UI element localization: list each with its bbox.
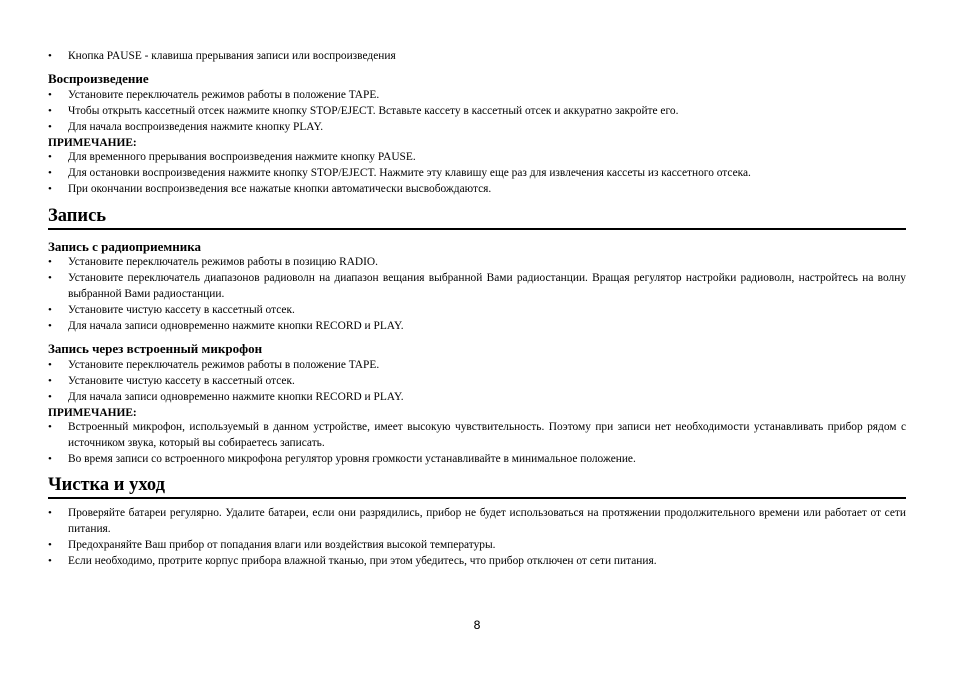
list-item [48,150,906,166]
list-item-text: Если необходимо, протрите корпус прибора влажной тканью, при этом убедитесь, что прибор отключен от сети питания. [68,554,657,567]
list-item [48,538,906,554]
list-item [48,506,906,537]
bullet-icon: • [48,538,52,551]
bullet-icon: • [48,88,52,101]
list-item [48,303,906,319]
mic-note-label: ПРИМЕЧАНИЕ: [48,406,137,419]
list-item-text: Для остановки воспроизведения нажмите кнопку STOP/EJECT. Нажмите эту клавишу еще раз для извлечения кассеты из кассетного отсека. [68,167,751,179]
page-number: 8 [473,618,481,632]
radio-recording-heading: Запись с радиоприемника [48,238,201,254]
list-item [48,271,906,302]
list-item-text: Предохраняйте Ваш прибор от попадания влаги или воздействия высокой температуры. [68,538,496,551]
bullet-icon: • [48,151,52,163]
playback-list [48,88,906,136]
list-item [48,554,906,570]
list-item [48,166,906,182]
list-item-text: Для начала воспроизведения нажмите кнопку PLAY. [68,120,324,133]
list-item-text: Установите чистую кассету в кассетный отсек. [68,303,295,316]
bullet-icon: • [48,104,52,117]
list-item-text: Установите переключатель режимов работы в положение TAPE. [68,88,380,101]
list-item [48,452,906,468]
bullet-icon: • [48,183,52,195]
bullet-icon: • [48,374,52,387]
bullet-icon: • [48,303,52,316]
list-item-text: Установите чистую кассету в кассетный отсек. [68,374,295,387]
mic-recording-list [48,358,906,406]
bullet-icon: • [48,554,52,567]
bullet-icon: • [48,452,52,465]
list-item [48,390,906,406]
playback-note-label: ПРИМЕЧАНИЕ: [48,136,137,149]
list-item [48,104,906,120]
intro-list [48,49,906,65]
list-item [48,255,906,271]
bullet-icon: • [48,358,52,371]
recording-section-title: Запись [48,205,906,230]
list-item [48,374,906,390]
radio-recording-list [48,255,906,334]
bullet-icon: • [48,49,52,62]
list-item-text: Установите переключатель диапазонов радиоволн на диапазон вещания выбранной Вами радиостанции. Вращая регулятор настройки радиоволн, настройтесь на волну выбранной Вами радиостанции. [68,272,906,300]
bullet-icon: • [48,319,52,332]
list-item [48,88,906,104]
bullet-icon: • [48,120,52,133]
bullet-icon: • [48,272,52,284]
list-item-text: Установите переключатель режимов работы в положение TAPE. [68,358,380,371]
list-item [48,120,906,136]
manual-page [48,48,906,570]
bullet-icon: • [48,390,52,403]
playback-note-list [48,150,906,198]
care-section-title: Чистка и уход [48,474,906,499]
bullet-icon: • [48,421,52,433]
list-item-text: Чтобы открыть кассетный отсек нажмите кнопку STOP/EJECT. Вставьте кассету в кассетный отсек и аккуратно закройте его. [68,104,679,117]
list-item-text: Установите переключатель режимов работы в позицию RADIO. [68,256,379,268]
list-item [48,319,906,335]
list-item [48,420,906,451]
mic-recording-heading: Запись через встроенный микрофон [48,341,263,356]
list-item-text: Кнопка PAUSE - клавиша прерывания записи или воспроизведения [68,49,396,62]
care-list [48,506,906,569]
list-item-text: Для временного прерывания воспроизведения нажмите кнопку PAUSE. [68,151,416,163]
list-item [48,182,906,198]
list-item-text: При окончании воспроизведения все нажатые кнопки автоматически высвобождаются. [68,183,492,195]
list-item-text: Проверяйте батареи регулярно. Удалите батареи, если они разрядились, прибор не будет использоваться на протяжении продолжительного времени или работает от сети питания. [68,507,906,535]
playback-heading: Воспроизведение [48,71,149,86]
bullet-icon: • [48,167,52,179]
bullet-icon: • [48,507,52,519]
list-item-text: Встроенный микрофон, используемый в данном устройстве, имеет высокую чувствительность. Поэтому при записи нет необходимости устанавливать прибор рядом с источником звука, который вы собираетесь записать. [68,421,906,449]
list-item-text: Во время записи со встроенного микрофона регулятор уровня громкости устанавливайте в минимальное положение. [68,452,636,465]
mic-note-list [48,420,906,467]
list-item-text: Для начала записи одновременно нажмите кнопки RECORD и PLAY. [68,319,404,332]
bullet-icon: • [48,256,52,268]
list-item [48,49,906,65]
list-item-text: Для начала записи одновременно нажмите кнопки RECORD и PLAY. [68,390,404,403]
list-item [48,358,906,374]
